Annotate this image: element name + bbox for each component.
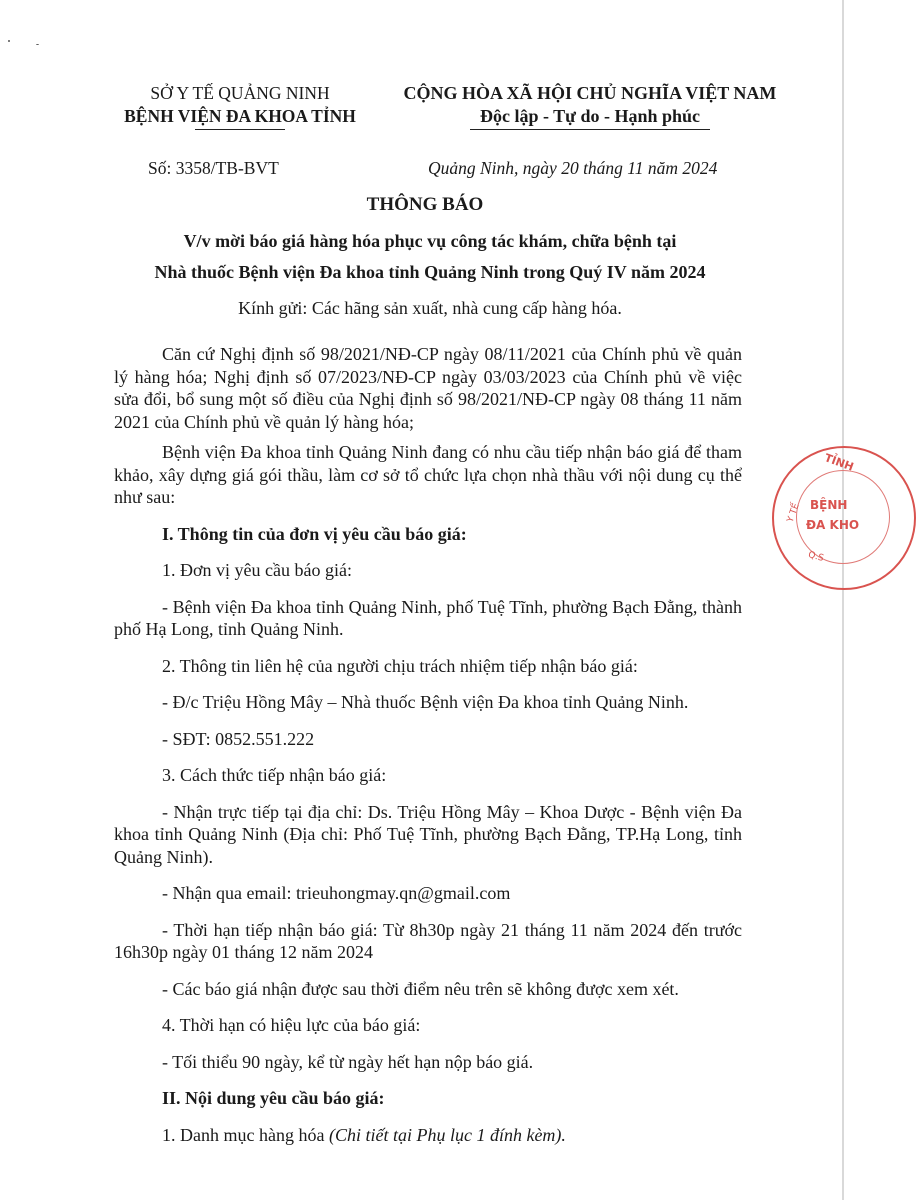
national-title: CỘNG HÒA XÃ HỘI CHỦ NGHĨA VIỆT NAM [403,83,777,103]
scan-speck [36,44,39,45]
item-detail: - Tối thiểu 90 ngày, kể từ ngày hết hạn nộp báo giá. [162,1051,534,1072]
seal-text: Q.S [806,550,825,564]
seal-text: Y TẾ [785,502,802,524]
document-subject [80,226,780,288]
document-title: THÔNG BÁO [366,194,484,215]
issuer-name: BỆNH VIỆN ĐA KHOA TỈNH [124,106,356,126]
scan-speck [8,40,10,42]
seal-text: ĐA KHO [806,518,860,532]
paragraph-intro: Bệnh viện Đa khoa tỉnh Quảng Ninh đang có nhu cầu tiếp nhận báo giá để tham khảo, xây dựng giá gói thầu, làm cơ sở tổ chức lựa chọn nhà thầu với nội dung cụ thể như sau: [114,442,742,507]
item-reference: (Chi tiết tại Phụ lục 1 đính kèm). [328,1124,566,1145]
official-seal [772,446,916,590]
item-detail: - Thời hạn tiếp nhận báo giá: Từ 8h30p ngày 21 tháng 11 năm 2024 đến trước 16h30p ngày 01 tháng 12 năm 2024 [114,919,742,962]
seal-text: TỈNH [822,451,856,474]
issuer-block [95,82,385,130]
item-detail: - Đ/c Triệu Hồng Mây – Nhà thuốc Bệnh viện Đa khoa tỉnh Quảng Ninh. [162,692,689,712]
item-heading [114,1124,742,1147]
national-motto: Độc lập - Tự do - Hạnh phúc [479,106,701,126]
item-detail-phone: - SĐT: 0852.551.222 [162,728,315,749]
motto-underline [470,129,710,130]
item-heading: 1. Đơn vị yêu cầu báo giá: [162,560,352,580]
item-heading: 4. Thời hạn có hiệu lực của báo giá: [162,1015,421,1035]
item-detail: - Các báo giá nhận được sau thời điểm nêu trên sẽ không được xem xét. [162,978,679,999]
item-heading: 3. Cách thức tiếp nhận báo giá: [162,765,387,785]
paragraph-legal-basis: Căn cứ Nghị định số 98/2021/NĐ-CP ngày 08/11/2021 của Chính phủ về quản lý hàng hóa; Nghị định số 07/2023/NĐ-CP ngày 03/03/2023 của Chính phủ về việc sửa đổi, bổ sung một số điều của Nghị định số 98/2021/NĐ-CP ngày 08 tháng 11 năm 2021 của Chính phủ về quản lý hàng hóa; [114,344,742,432]
section-heading-1: I. Thông tin của đơn vị yêu cầu báo giá: [162,523,467,544]
section-heading-2: II. Nội dung yêu cầu báo giá: [162,1088,385,1108]
issuer-parent: SỞ Y TẾ QUẢNG NINH [150,83,330,103]
place-and-date: Quảng Ninh, ngày 20 tháng 11 năm 2024 [428,158,718,178]
document-number: Số: 3358/TB-BVT [148,158,279,178]
seal-text: BỆNH [810,498,848,512]
national-motto-block [380,82,800,130]
recipient-line: Kính gửi: Các hãng sản xuất, nhà cung cấp hàng hóa. [238,298,622,318]
item-detail: - Bệnh viện Đa khoa tỉnh Quảng Ninh, phố Tuệ Tĩnh, phường Bạch Đằng, thành phố Hạ Long, tỉnh Quảng Ninh. [114,596,742,639]
item-detail: - Nhận trực tiếp tại địa chỉ: Ds. Triệu Hồng Mây – Khoa Dược - Bệnh viện Đa khoa tỉnh Quảng Ninh (Địa chỉ: Phố Tuệ Tĩnh, phường Bạch Đằng, TP.Hạ Long, tỉnh Quảng Ninh). [114,801,742,867]
item-lead: 1. Danh mục hàng hóa [162,1124,329,1145]
subject-line-2: Nhà thuốc Bệnh viện Đa khoa tỉnh Quảng Ninh trong Quý IV năm 2024 [154,262,706,282]
scan-edge [842,0,844,1200]
subject-line-1: V/v mời báo giá hàng hóa phục vụ công tác khám, chữa bệnh tại [183,231,677,251]
item-detail-email: - Nhận qua email: trieuhongmay.qn@gmail.com [162,883,511,903]
item-heading: 2. Thông tin liên hệ của người chịu trách nhiệm tiếp nhận báo giá: [162,655,638,676]
issuer-underline [195,129,285,130]
document-body [114,343,742,1154]
